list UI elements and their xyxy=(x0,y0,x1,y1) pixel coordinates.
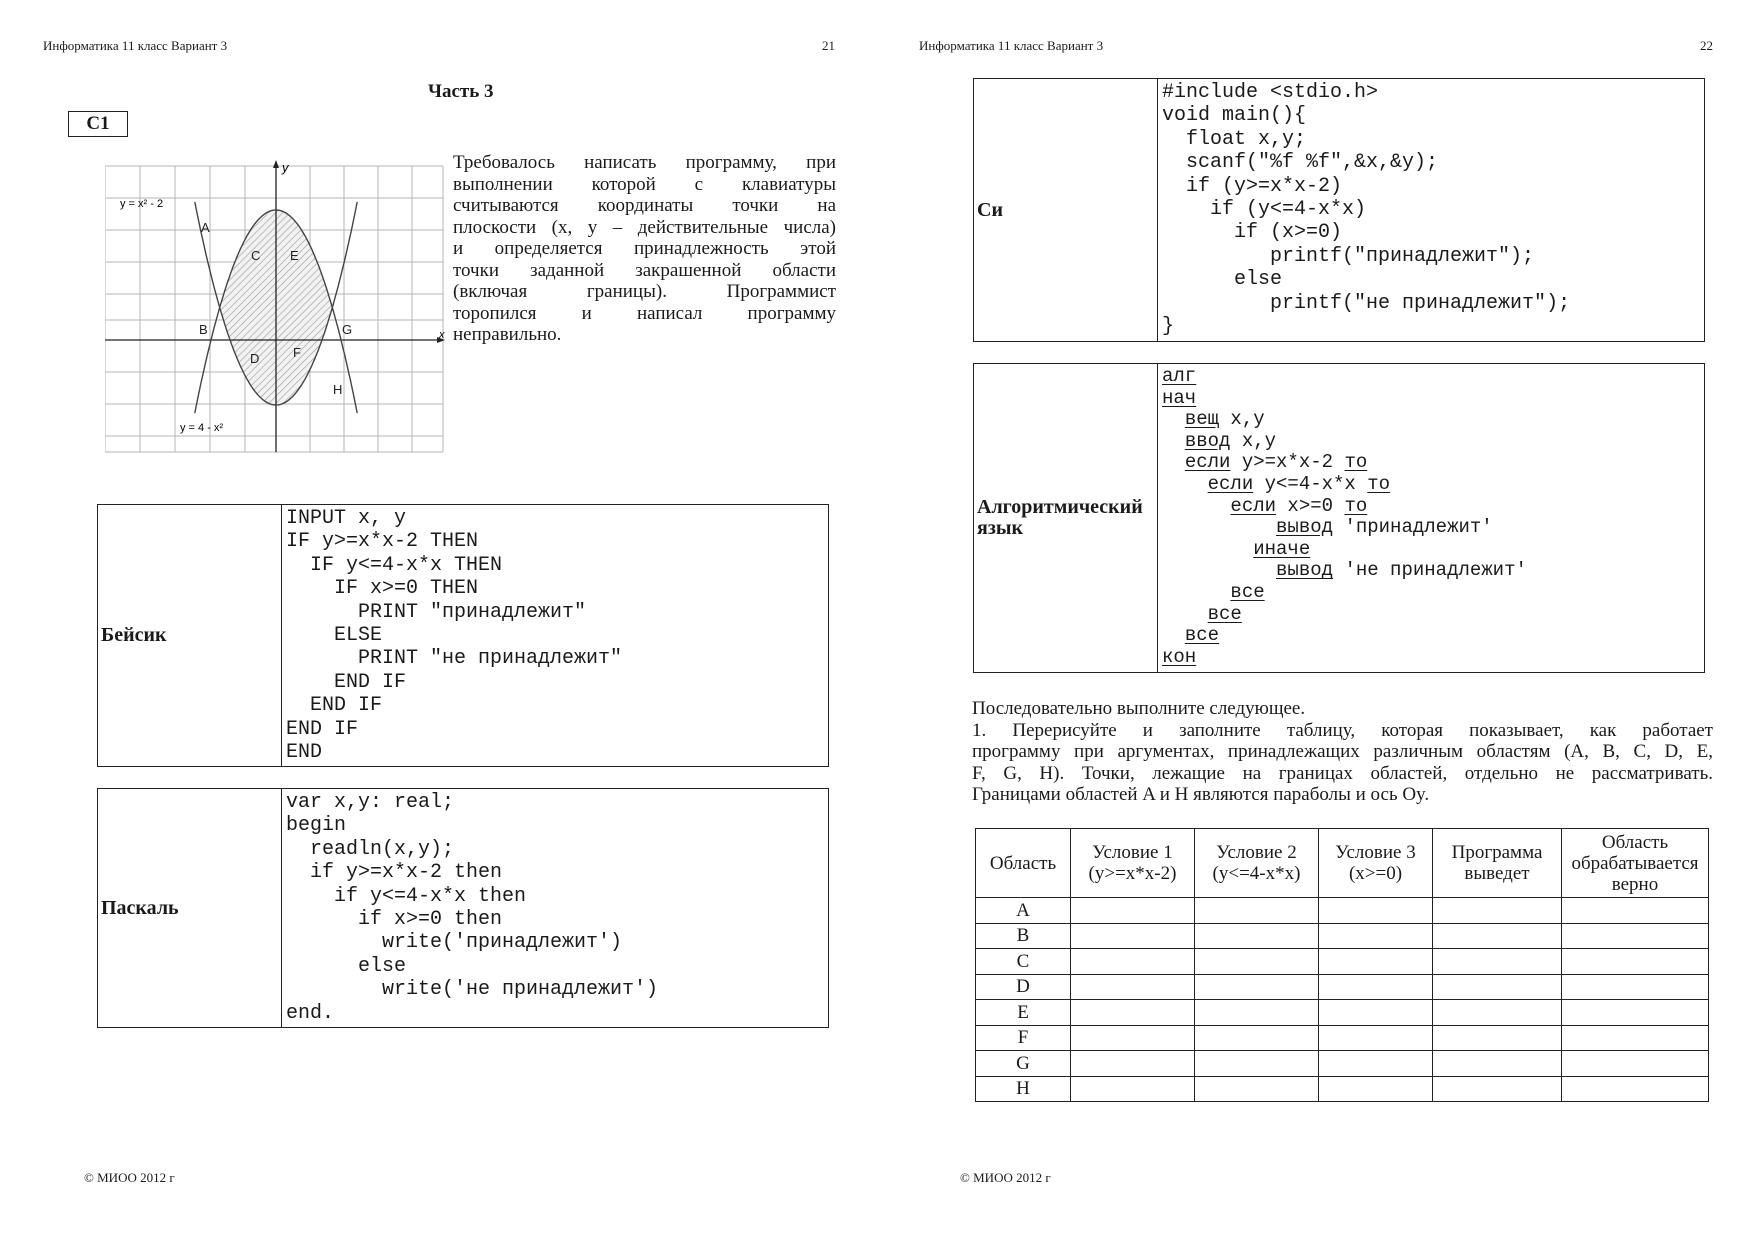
empty-answer-cell[interactable] xyxy=(1433,974,1562,1000)
code-text xyxy=(1162,538,1253,560)
region-cell: H xyxy=(976,1076,1071,1102)
header-text: Условие 3 xyxy=(1335,842,1416,863)
task-label-box: C1 xyxy=(68,111,128,137)
region-label-h: H xyxy=(333,382,343,397)
region-cell: D xyxy=(976,974,1071,1000)
code-keyword: то xyxy=(1344,494,1368,517)
code-keyword: то xyxy=(1367,472,1391,495)
empty-answer-cell[interactable] xyxy=(1195,1051,1319,1077)
basic-code xyxy=(282,505,829,767)
code-line: else xyxy=(286,954,407,978)
empty-answer-cell[interactable] xyxy=(1319,923,1433,949)
empty-answer-cell[interactable] xyxy=(1562,1051,1709,1077)
header-correct xyxy=(1562,829,1709,898)
results-row xyxy=(976,949,1709,975)
code-line: write('принадлежит') xyxy=(286,931,623,955)
code-line: END xyxy=(286,740,323,764)
code-keyword: вывод xyxy=(1276,559,1334,582)
c-code xyxy=(1158,79,1705,342)
header-text: Область xyxy=(989,852,1057,874)
empty-answer-cell[interactable] xyxy=(1562,1025,1709,1051)
code-text xyxy=(1162,516,1276,538)
code-text: 'не принадлежит' xyxy=(1333,559,1527,582)
code-line xyxy=(1162,474,1700,496)
empty-answer-cell[interactable] xyxy=(1071,1051,1195,1077)
code-text: 'принадлежит' xyxy=(1333,516,1493,539)
code-text xyxy=(1162,624,1185,646)
empty-answer-cell[interactable] xyxy=(1195,1076,1319,1102)
c-code-table xyxy=(973,78,1705,342)
empty-answer-cell[interactable] xyxy=(1071,1025,1195,1051)
curve1-label: y = x² - 2 xyxy=(120,198,164,210)
empty-answer-cell[interactable] xyxy=(1195,974,1319,1000)
empty-answer-cell[interactable] xyxy=(1195,923,1319,949)
code-text xyxy=(1162,495,1230,517)
code-line xyxy=(1162,496,1700,518)
header-region xyxy=(976,829,1071,898)
code-text: y>=x*x-2 xyxy=(1230,451,1345,474)
code-line: END IF xyxy=(286,694,383,718)
empty-answer-cell[interactable] xyxy=(1195,949,1319,975)
region-cell: F xyxy=(976,1025,1071,1051)
code-line: if x>=0 then xyxy=(286,907,503,931)
results-table xyxy=(975,828,1709,1102)
region-label-g: G xyxy=(342,322,353,337)
code-line: printf("принадлежит"); xyxy=(1162,244,1535,268)
code-line xyxy=(1162,582,1700,604)
header-text: (y<=4-x*x) xyxy=(1212,863,1301,884)
instruction-line: Последовательно выполните следующее. xyxy=(972,698,1306,719)
empty-answer-cell[interactable] xyxy=(1319,974,1433,1000)
empty-answer-cell[interactable] xyxy=(1433,1025,1562,1051)
y-axis-arrow-icon xyxy=(273,160,279,168)
algo-code-table xyxy=(973,363,1705,673)
pascal-code xyxy=(282,789,829,1028)
empty-answer-cell[interactable] xyxy=(1562,898,1709,924)
code-line: END IF xyxy=(286,717,359,741)
code-line xyxy=(1162,625,1700,647)
code-text xyxy=(1162,603,1208,625)
code-line xyxy=(1162,560,1700,582)
header-cond1 xyxy=(1071,829,1195,898)
code-keyword: если xyxy=(1207,472,1254,495)
code-keyword: если xyxy=(1184,451,1231,474)
code-line: if (y<=4-x*x) xyxy=(1162,197,1367,221)
footer-right: © МИОО 2012 г xyxy=(960,1170,1051,1185)
region-cell: C xyxy=(976,949,1071,975)
algo-lang-label xyxy=(974,364,1158,673)
empty-answer-cell[interactable] xyxy=(1433,1000,1562,1026)
instruction-line: программу при аргументах, принадлежащих различным областям (A, B, C, D, E, xyxy=(972,741,1713,762)
region-label-b: B xyxy=(199,322,208,337)
empty-answer-cell[interactable] xyxy=(1319,1076,1433,1102)
code-line: IF x>=0 THEN xyxy=(286,577,479,601)
code-text xyxy=(1162,473,1208,495)
code-line: PRINT "принадлежит" xyxy=(286,600,587,624)
empty-answer-cell[interactable] xyxy=(1562,974,1709,1000)
code-line: else xyxy=(1162,268,1283,292)
region-cell: G xyxy=(976,1051,1071,1077)
empty-answer-cell[interactable] xyxy=(1319,949,1433,975)
header-text: Область xyxy=(1601,831,1669,853)
code-keyword: иначе xyxy=(1253,537,1311,560)
algo-code xyxy=(1158,364,1705,673)
empty-answer-cell[interactable] xyxy=(1071,1076,1195,1102)
empty-answer-cell[interactable] xyxy=(1433,1076,1562,1102)
code-keyword: то xyxy=(1344,451,1368,474)
empty-answer-cell[interactable] xyxy=(1319,898,1433,924)
results-row xyxy=(976,1051,1709,1077)
results-row xyxy=(976,1025,1709,1051)
shaded-region-right xyxy=(276,210,332,405)
intro-line: выполнении которой с клавиатуры xyxy=(453,173,836,195)
code-line: if (x>=0) xyxy=(1162,221,1343,245)
region-label-f: F xyxy=(293,345,301,360)
header-text: верно xyxy=(1611,873,1659,895)
pascal-lang-label: Паскаль xyxy=(98,789,282,1028)
empty-answer-cell[interactable] xyxy=(1319,1025,1433,1051)
code-line: readln(x,y); xyxy=(286,837,455,861)
header-text: (x>=0) xyxy=(1348,863,1403,884)
empty-answer-cell[interactable] xyxy=(1433,1051,1562,1077)
code-line: IF y>=x*x-2 THEN xyxy=(286,530,479,554)
empty-answer-cell[interactable] xyxy=(1433,949,1562,975)
region-label-c: C xyxy=(251,248,261,263)
empty-answer-cell[interactable] xyxy=(1433,923,1562,949)
instruction-line: 1. Перерисуйте и заполните таблицу, которая показывает, как работает xyxy=(972,719,1713,741)
y-axis-label: y xyxy=(282,160,289,175)
region-label-d: D xyxy=(250,351,260,366)
code-line: PRINT "не принадлежит" xyxy=(286,647,623,671)
code-line xyxy=(1162,431,1700,453)
code-line xyxy=(1162,539,1700,561)
instructions xyxy=(972,698,1713,806)
basic-lang-label: Бейсик xyxy=(98,505,282,767)
code-line: var x,y: real; xyxy=(286,791,455,814)
code-line: end. xyxy=(286,1001,335,1025)
code-line xyxy=(1162,409,1700,431)
region-cell: A xyxy=(976,898,1071,924)
code-keyword: все xyxy=(1184,624,1220,647)
algo-lang-line: Алгоритмический xyxy=(977,496,1143,518)
header-text: Условие 2 xyxy=(1216,842,1297,863)
code-line: END IF xyxy=(286,670,407,694)
results-header-row xyxy=(976,829,1709,898)
code-line: if y>=x*x-2 then xyxy=(286,861,503,885)
empty-answer-cell[interactable] xyxy=(1071,923,1195,949)
intro-line: Требовалось написать программу, при xyxy=(453,152,836,173)
code-text: y<=4-x*x xyxy=(1253,472,1368,495)
empty-answer-cell[interactable] xyxy=(1319,1000,1433,1026)
header-cond3 xyxy=(1319,829,1433,898)
results-row xyxy=(976,1000,1709,1026)
part-title: Часть 3 xyxy=(428,81,494,102)
curve2-label: y = 4 - x² xyxy=(180,422,224,434)
code-text xyxy=(1162,581,1230,603)
pascal-code-table xyxy=(97,788,829,1028)
page-number-right: 22 xyxy=(1700,38,1713,53)
header-text: Программа xyxy=(1451,842,1543,863)
code-line xyxy=(1162,452,1700,474)
empty-answer-cell[interactable] xyxy=(1562,1076,1709,1102)
intro-line: плоскости (x, y – действительные числа) xyxy=(453,216,836,238)
page-header-right: Информатика 11 класс Вариант 3 xyxy=(919,38,1104,53)
empty-answer-cell[interactable] xyxy=(1071,974,1195,1000)
empty-answer-cell[interactable] xyxy=(1195,1025,1319,1051)
code-line: INPUT x, y xyxy=(286,507,407,530)
shaded-region-left xyxy=(220,210,276,405)
code-line: IF y<=4-x*x THEN xyxy=(286,553,503,577)
code-keyword: если xyxy=(1230,494,1277,517)
code-keyword: ввод xyxy=(1184,429,1231,452)
algo-lang-line: язык xyxy=(977,517,1023,539)
code-line: #include <stdio.h> xyxy=(1162,81,1379,104)
empty-answer-cell[interactable] xyxy=(1195,1000,1319,1026)
region-label-e: E xyxy=(290,248,299,263)
code-keyword: алг xyxy=(1162,365,1197,387)
code-text: x,y xyxy=(1230,429,1277,452)
empty-answer-cell[interactable] xyxy=(1562,949,1709,975)
empty-answer-cell[interactable] xyxy=(1562,1000,1709,1026)
intro-line: точки заданной закрашенной области xyxy=(453,259,836,281)
code-line: if (y>=x*x-2) xyxy=(1162,174,1343,198)
page-number-left: 21 xyxy=(822,38,835,53)
c-lang-label: Си xyxy=(974,79,1158,342)
code-text: x>=0 xyxy=(1276,494,1345,517)
header-cond2 xyxy=(1195,829,1319,898)
code-line: if y<=4-x*x then xyxy=(286,884,527,908)
code-line xyxy=(1162,366,1700,388)
code-keyword: все xyxy=(1207,602,1242,625)
code-line: printf("не принадлежит"); xyxy=(1162,291,1571,315)
code-keyword: кон xyxy=(1162,645,1197,668)
empty-answer-cell[interactable] xyxy=(1195,898,1319,924)
code-text xyxy=(1162,451,1185,473)
empty-answer-cell[interactable] xyxy=(1562,923,1709,949)
intro-line: считываются координаты точки на xyxy=(453,195,836,216)
code-text xyxy=(1162,559,1276,581)
code-line: begin xyxy=(286,814,347,838)
code-line xyxy=(1162,604,1700,626)
code-keyword: нач xyxy=(1162,386,1197,409)
results-row xyxy=(976,923,1709,949)
code-keyword: вещ xyxy=(1184,408,1220,431)
basic-code-table xyxy=(97,504,829,767)
empty-answer-cell[interactable] xyxy=(1071,1000,1195,1026)
intro-line: неправильно. xyxy=(453,324,562,345)
code-line: } xyxy=(1162,314,1175,338)
code-line: void main(){ xyxy=(1162,104,1307,128)
code-line xyxy=(1162,517,1700,539)
code-line xyxy=(1162,388,1700,410)
region-label-a: A xyxy=(201,220,210,235)
instruction-line: Границами областей A и H являются параболы и ось Oy. xyxy=(972,784,1430,805)
code-line: ELSE xyxy=(286,623,383,647)
code-text xyxy=(1162,408,1185,430)
region-cell: E xyxy=(976,1000,1071,1026)
results-row xyxy=(976,974,1709,1000)
intro-line: и определяется принадлежность этой xyxy=(453,238,836,259)
page-header-left: Информатика 11 класс Вариант 3 xyxy=(43,38,228,53)
code-text: x,y xyxy=(1219,408,1265,431)
header-text: выведет xyxy=(1464,863,1530,884)
code-line: scanf("%f %f",&x,&y); xyxy=(1162,151,1439,175)
footer-left: © МИОО 2012 г xyxy=(84,1170,175,1185)
code-text xyxy=(1162,430,1185,452)
empty-answer-cell[interactable] xyxy=(1433,898,1562,924)
code-line: float x,y; xyxy=(1162,127,1307,151)
header-text: обрабатывается xyxy=(1571,852,1699,874)
header-text: (y>=x*x-2) xyxy=(1088,863,1177,884)
results-row xyxy=(976,1076,1709,1102)
header-output xyxy=(1433,829,1562,898)
header-text: Условие 1 xyxy=(1092,842,1173,863)
code-keyword: все xyxy=(1230,580,1265,603)
code-line xyxy=(1162,647,1700,669)
task-intro xyxy=(453,152,836,346)
intro-line: (включая границы). Программист xyxy=(453,281,836,302)
empty-answer-cell[interactable] xyxy=(1071,949,1195,975)
empty-answer-cell[interactable] xyxy=(1319,1051,1433,1077)
empty-answer-cell[interactable] xyxy=(1071,898,1195,924)
code-line: write('не принадлежит') xyxy=(286,978,659,1002)
region-graph xyxy=(105,160,445,460)
code-keyword: вывод xyxy=(1276,516,1334,539)
results-row xyxy=(976,898,1709,924)
region-cell: B xyxy=(976,923,1071,949)
instruction-line: F, G, H). Точки, лежащие на границах областей, отдельно не рассматривать. xyxy=(972,762,1713,784)
intro-line: торопился и написал программу xyxy=(453,302,836,324)
x-axis-label: x xyxy=(439,329,445,341)
